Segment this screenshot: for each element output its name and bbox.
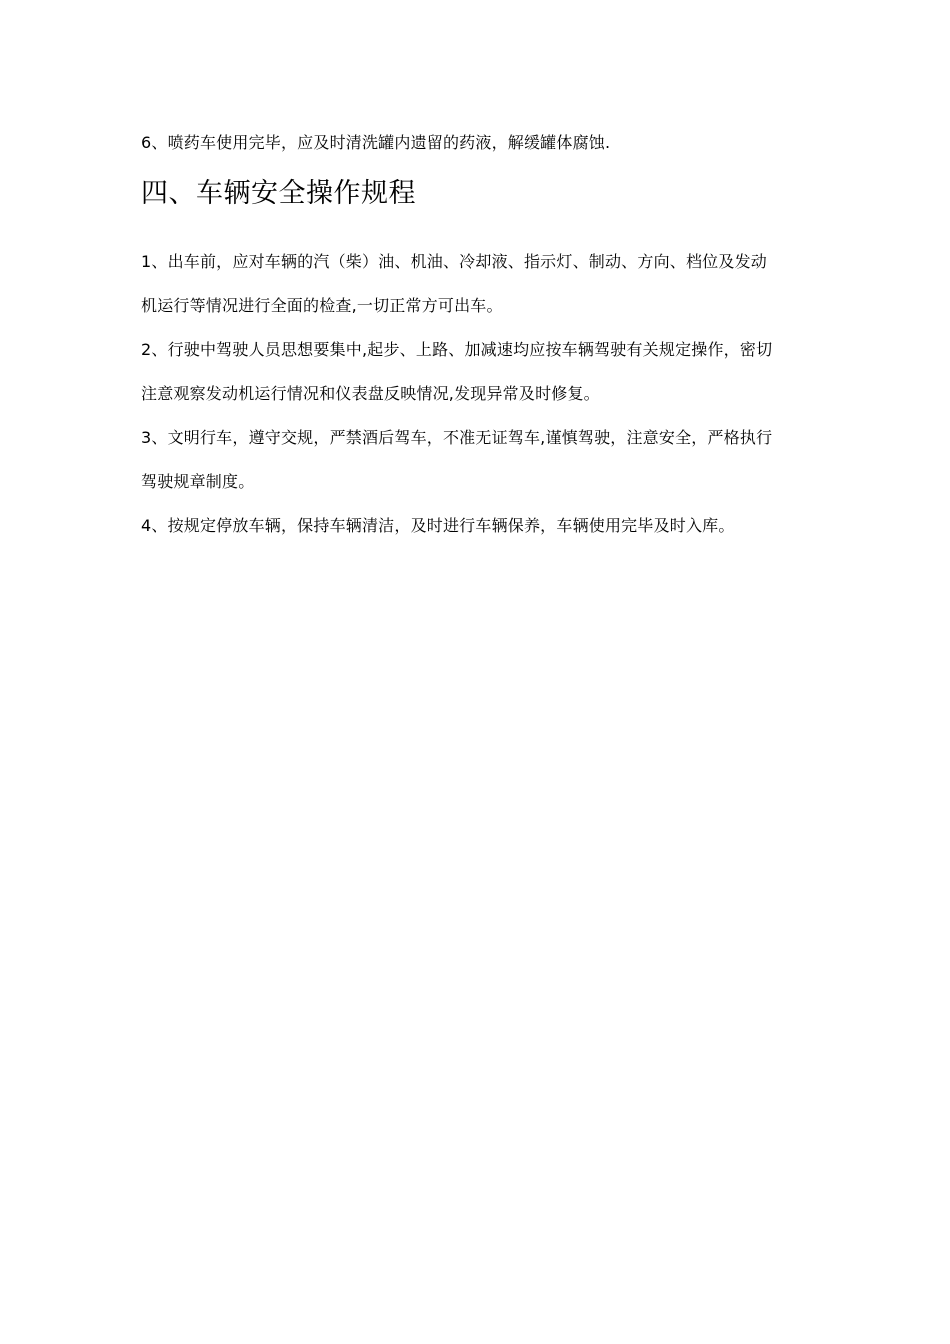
document-body bbox=[141, 130, 781, 548]
section-heading: 四、车辆安全操作规程 bbox=[141, 178, 416, 209]
rule-item-3: 3、文明行车，遵守交规，严禁酒后驾车，不准无证驾车,谨慎驾驶，注意安全，严格执行驾驶规章制度。 bbox=[141, 428, 773, 491]
rule-item-4: 4、按规定停放车辆，保持车辆清洁，及时进行车辆保养，车辆使用完毕及时入库。 bbox=[141, 516, 735, 535]
rule-item-1: 1、出车前，应对车辆的汽（柴）油、机油、冷却液、指示灯、制动、方向、档位及发动机运行等情况进行全面的检查,一切正常方可出车。 bbox=[141, 252, 767, 315]
intro-paragraph: 6、喷药车使用完毕，应及时清洗罐内遗留的药液，解缓罐体腐蚀. bbox=[141, 133, 611, 152]
rule-item-2: 2、行驶中驾驶人员思想要集中,起步、上路、加减速均应按车辆驾驶有关规定操作，密切注意观察发动机运行情况和仪表盘反映情况,发现异常及时修复。 bbox=[141, 340, 773, 403]
